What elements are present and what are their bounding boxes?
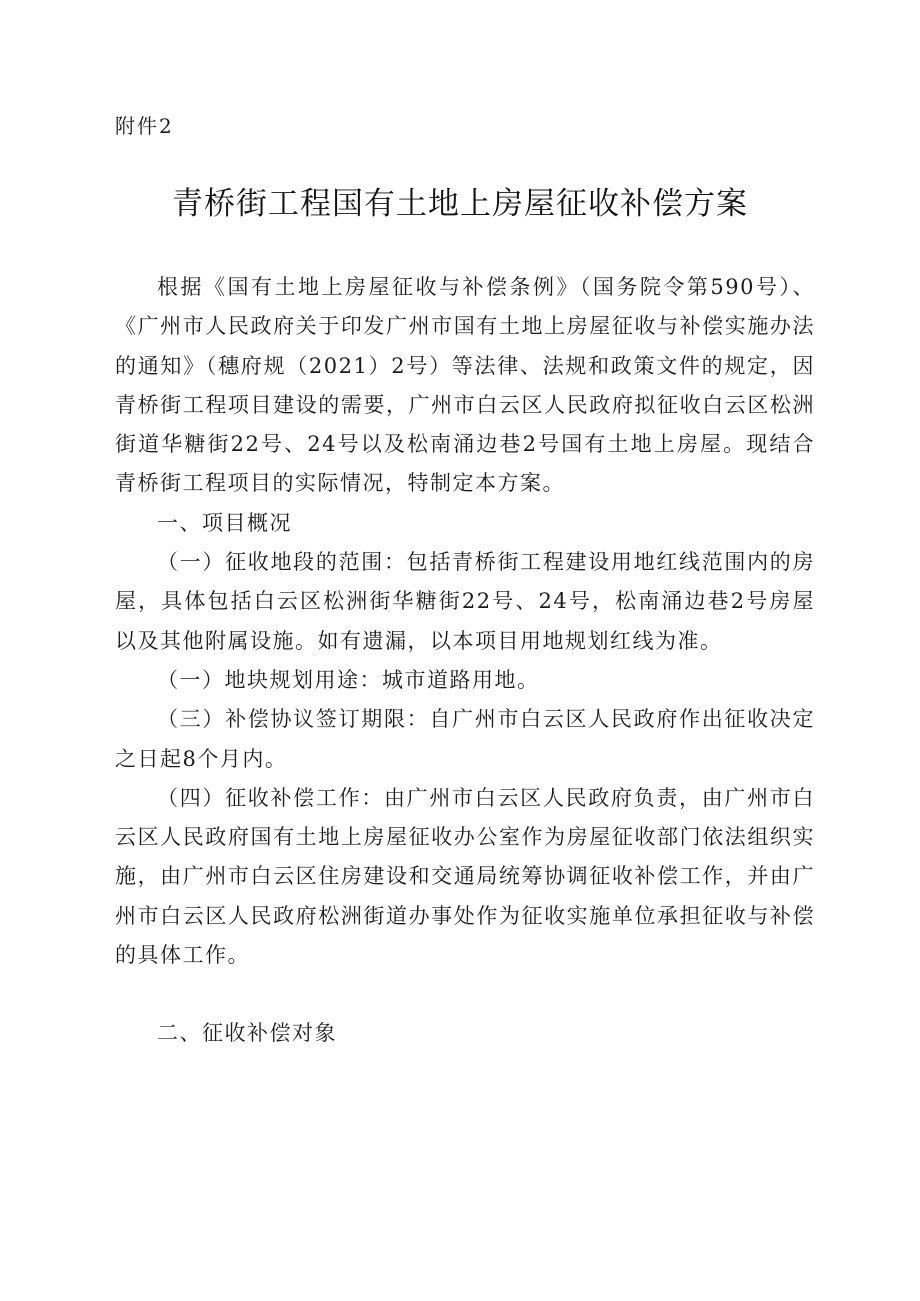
section-spacer [115,975,815,1014]
overview-item-scope: （一）征收地段的范围：包括青桥街工程建设用地红线范围内的房屋，具体包括白云区松洲街华糖街22号、24号，松南涌边巷2号房屋以及其他附属设施。如有遗漏，以本项目用地规划红线为准。 [115,550,815,653]
overview-item-responsibility: （四）征收补偿工作：由广州市白云区人民政府负责，由广州市白云区人民政府国有土地上房屋征收办公室作为房屋征收部门依法组织实施，由广州市白云区住房建设和交通局统筹协调征收补偿工作，并由广州市白云区人民政府松洲街道办事处作为征收实施单位承担征收与补偿的具体工作。 [115,785,815,968]
document-title: 青桥街工程国有土地上房屋征收补偿方案 [172,186,748,222]
attachment-label: 附件2 [115,114,174,138]
intro-paragraph: 根据《国有土地上房屋征收与补偿条例》（国务院令第590号）、《广州市人民政府关于印发广州市国有土地上房屋征收与补偿实施办法的通知》（穗府规（2021）2号）等法律、法规和政策文件的规定，因青桥街工程项目建设的需要，广州市白云区人民政府拟征收白云区松洲街道华糖街22号、24号以及松南涌边巷2号国有土地上房屋。现结合青桥街工程项目的实际情况，特制定本方案。 [115,275,815,496]
overview-item-deadline: （三）补偿协议签订期限：自广州市白云区人民政府作出征收决定之日起8个月内。 [115,707,815,771]
section-heading-compensation-targets: 二、征收补偿对象 [157,1021,337,1046]
section-heading-overview: 一、项目概况 [157,510,292,535]
overview-item-land-use: （一）地块规划用途：城市道路用地。 [157,667,540,692]
document-body [115,268,815,1054]
